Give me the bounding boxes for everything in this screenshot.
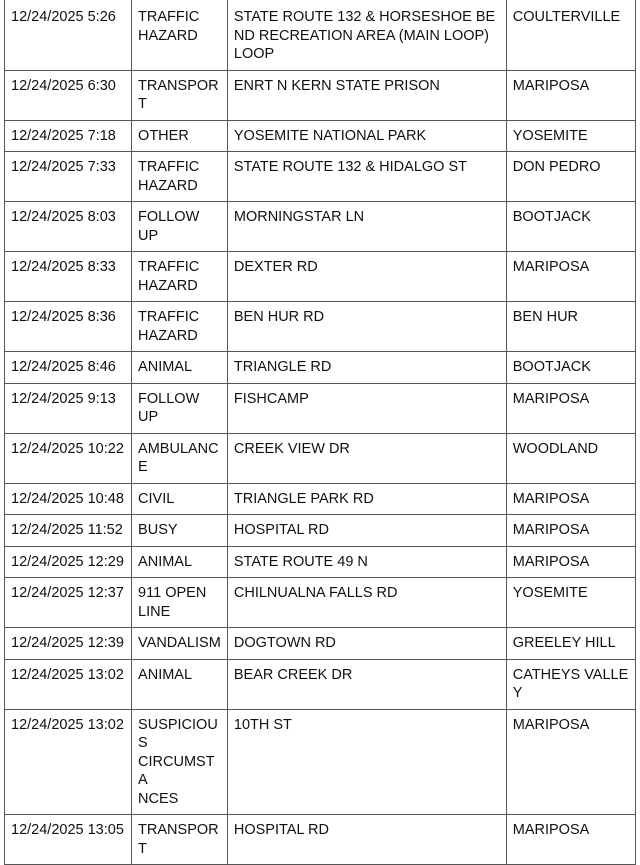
- incident-type-text: VANDALISM: [138, 635, 221, 651]
- datetime-cell: 12/24/2025 8:33: [5, 252, 132, 302]
- location-cell: DOGTOWN RD: [227, 628, 506, 660]
- incident-type-cell: [132, 0, 228, 70]
- city-cell: YOSEMITE: [506, 120, 635, 152]
- table-row: [5, 252, 636, 302]
- incident-type-text: TRANSPOR T: [138, 822, 219, 857]
- incident-type-cell: [132, 202, 228, 252]
- datetime-cell: 12/24/2025 9:13: [5, 383, 132, 433]
- table-row: [5, 70, 636, 120]
- location-cell: STATE ROUTE 132 & HIDALGO ST: [227, 152, 506, 202]
- location-cell: FISHCAMP: [227, 383, 506, 433]
- datetime-cell: 12/24/2025 13:02: [5, 709, 132, 815]
- datetime-cell: 12/24/2025 5:26: [5, 0, 132, 70]
- city-cell: MARIPOSA: [506, 815, 635, 865]
- incident-type-cell: [132, 352, 228, 384]
- incident-type-cell: [132, 815, 228, 865]
- incident-type-text: CIVIL: [138, 490, 175, 507]
- incident-type-cell: [132, 433, 228, 483]
- incident-type-cell: [132, 483, 228, 515]
- table-row: [5, 302, 636, 352]
- incident-type-text: TRAFFIC HAZARD: [138, 309, 200, 344]
- datetime-cell: 12/24/2025 8:46: [5, 352, 132, 384]
- datetime-cell: 12/24/2025 7:33: [5, 152, 132, 202]
- incident-type-cell: [132, 302, 228, 352]
- city-cell: BEN HUR: [506, 302, 635, 352]
- datetime-cell: 12/24/2025 13:02: [5, 659, 132, 709]
- city-cell: BOOTJACK: [506, 352, 635, 384]
- table-row: [5, 383, 636, 433]
- city-cell: MARIPOSA: [506, 383, 635, 433]
- location-cell: MORNINGSTAR LN: [227, 202, 506, 252]
- city-cell: WOODLAND: [506, 433, 635, 483]
- datetime-cell: 12/24/2025 10:22: [5, 433, 132, 483]
- incident-type-cell: [132, 252, 228, 302]
- table-row: [5, 815, 636, 865]
- datetime-cell: 12/24/2025 12:39: [5, 628, 132, 660]
- incident-type-text: BUSY: [138, 522, 178, 538]
- location-cell: STATE ROUTE 49 N: [227, 546, 506, 578]
- datetime-cell: 12/24/2025 12:29: [5, 546, 132, 578]
- incident-type-cell: [132, 70, 228, 120]
- datetime-cell: 12/24/2025 7:18: [5, 120, 132, 152]
- incident-type-text: SUSPICIOU S CIRCUMSTA NCES: [138, 716, 218, 807]
- location-cell: YOSEMITE NATIONAL PARK: [227, 120, 506, 152]
- city-cell: MARIPOSA: [506, 515, 635, 547]
- city-cell: COULTERVILLE: [506, 0, 635, 70]
- table-row: [5, 433, 636, 483]
- location-cell: BEN HUR RD: [227, 302, 506, 352]
- city-cell: MARIPOSA: [506, 483, 635, 515]
- incident-type-text: FOLLOW UP: [138, 390, 200, 425]
- location-cell: TRIANGLE RD: [227, 352, 506, 384]
- datetime-cell: 12/24/2025 12:37: [5, 578, 132, 628]
- table-row: [5, 202, 636, 252]
- table-row: [5, 628, 636, 660]
- location-cell: DEXTER RD: [227, 252, 506, 302]
- location-cell: CREEK VIEW DR: [227, 433, 506, 483]
- table-row: [5, 0, 636, 70]
- incident-type-cell: [132, 515, 228, 547]
- incident-type-text: OTHER: [138, 127, 189, 144]
- city-cell: BOOTJACK: [506, 202, 635, 252]
- incident-type-cell: [132, 546, 228, 578]
- table-row: [5, 659, 636, 709]
- incident-type-cell: [132, 152, 228, 202]
- city-cell: MARIPOSA: [506, 546, 635, 578]
- incident-type-text: ANIMAL: [138, 553, 193, 570]
- incident-type-text: TRAFFIC HAZARD: [138, 159, 200, 194]
- city-cell: MARIPOSA: [506, 70, 635, 120]
- datetime-cell: 12/24/2025 6:30: [5, 70, 132, 120]
- incident-type-cell: [132, 578, 228, 628]
- city-cell: YOSEMITE: [506, 578, 635, 628]
- location-cell: STATE ROUTE 132 & HORSESHOE BEND RECREATION AREA (MAIN LOOP) LOOP: [227, 0, 506, 70]
- city-cell: CATHEYS VALLEY: [506, 659, 635, 709]
- location-cell: CHILNUALNA FALLS RD: [227, 578, 506, 628]
- datetime-cell: 12/24/2025 10:48: [5, 483, 132, 515]
- incident-type-text: 911 OPEN LINE: [138, 585, 207, 620]
- table-row: [5, 152, 636, 202]
- table-row: [5, 709, 636, 815]
- incident-type-text: ANIMAL: [138, 666, 193, 683]
- table-row: [5, 546, 636, 578]
- location-cell: 10TH ST: [227, 709, 506, 815]
- incident-type-cell: [132, 709, 228, 815]
- datetime-cell: 12/24/2025 11:52: [5, 515, 132, 547]
- location-cell: BEAR CREEK DR: [227, 659, 506, 709]
- city-cell: GREELEY HILL: [506, 628, 635, 660]
- incident-type-cell: [132, 628, 228, 660]
- datetime-cell: 12/24/2025 8:36: [5, 302, 132, 352]
- incident-type-cell: [132, 659, 228, 709]
- location-cell: HOSPITAL RD: [227, 515, 506, 547]
- location-cell: HOSPITAL RD: [227, 815, 506, 865]
- dispatch-log-body: [5, 0, 636, 865]
- table-row: [5, 483, 636, 515]
- incident-type-text: TRAFFIC HAZARD: [138, 259, 200, 294]
- location-cell: TRIANGLE PARK RD: [227, 483, 506, 515]
- incident-type-text: AMBULANC E: [138, 440, 219, 475]
- incident-type-text: TRANSPOR T: [138, 77, 219, 112]
- dispatch-log-table: [4, 0, 636, 865]
- datetime-cell: 12/24/2025 13:05: [5, 815, 132, 865]
- table-row: [5, 120, 636, 152]
- incident-type-text: TRAFFIC HAZARD: [138, 9, 200, 44]
- incident-type-text: FOLLOW UP: [138, 209, 200, 244]
- incident-type-cell: [132, 120, 228, 152]
- city-cell: MARIPOSA: [506, 252, 635, 302]
- table-row: [5, 352, 636, 384]
- city-cell: MARIPOSA: [506, 709, 635, 815]
- table-row: [5, 515, 636, 547]
- city-cell: DON PEDRO: [506, 152, 635, 202]
- datetime-cell: 12/24/2025 8:03: [5, 202, 132, 252]
- incident-type-cell: [132, 383, 228, 433]
- location-cell: ENRT N KERN STATE PRISON: [227, 70, 506, 120]
- table-row: [5, 578, 636, 628]
- incident-type-text: ANIMAL: [138, 359, 193, 375]
